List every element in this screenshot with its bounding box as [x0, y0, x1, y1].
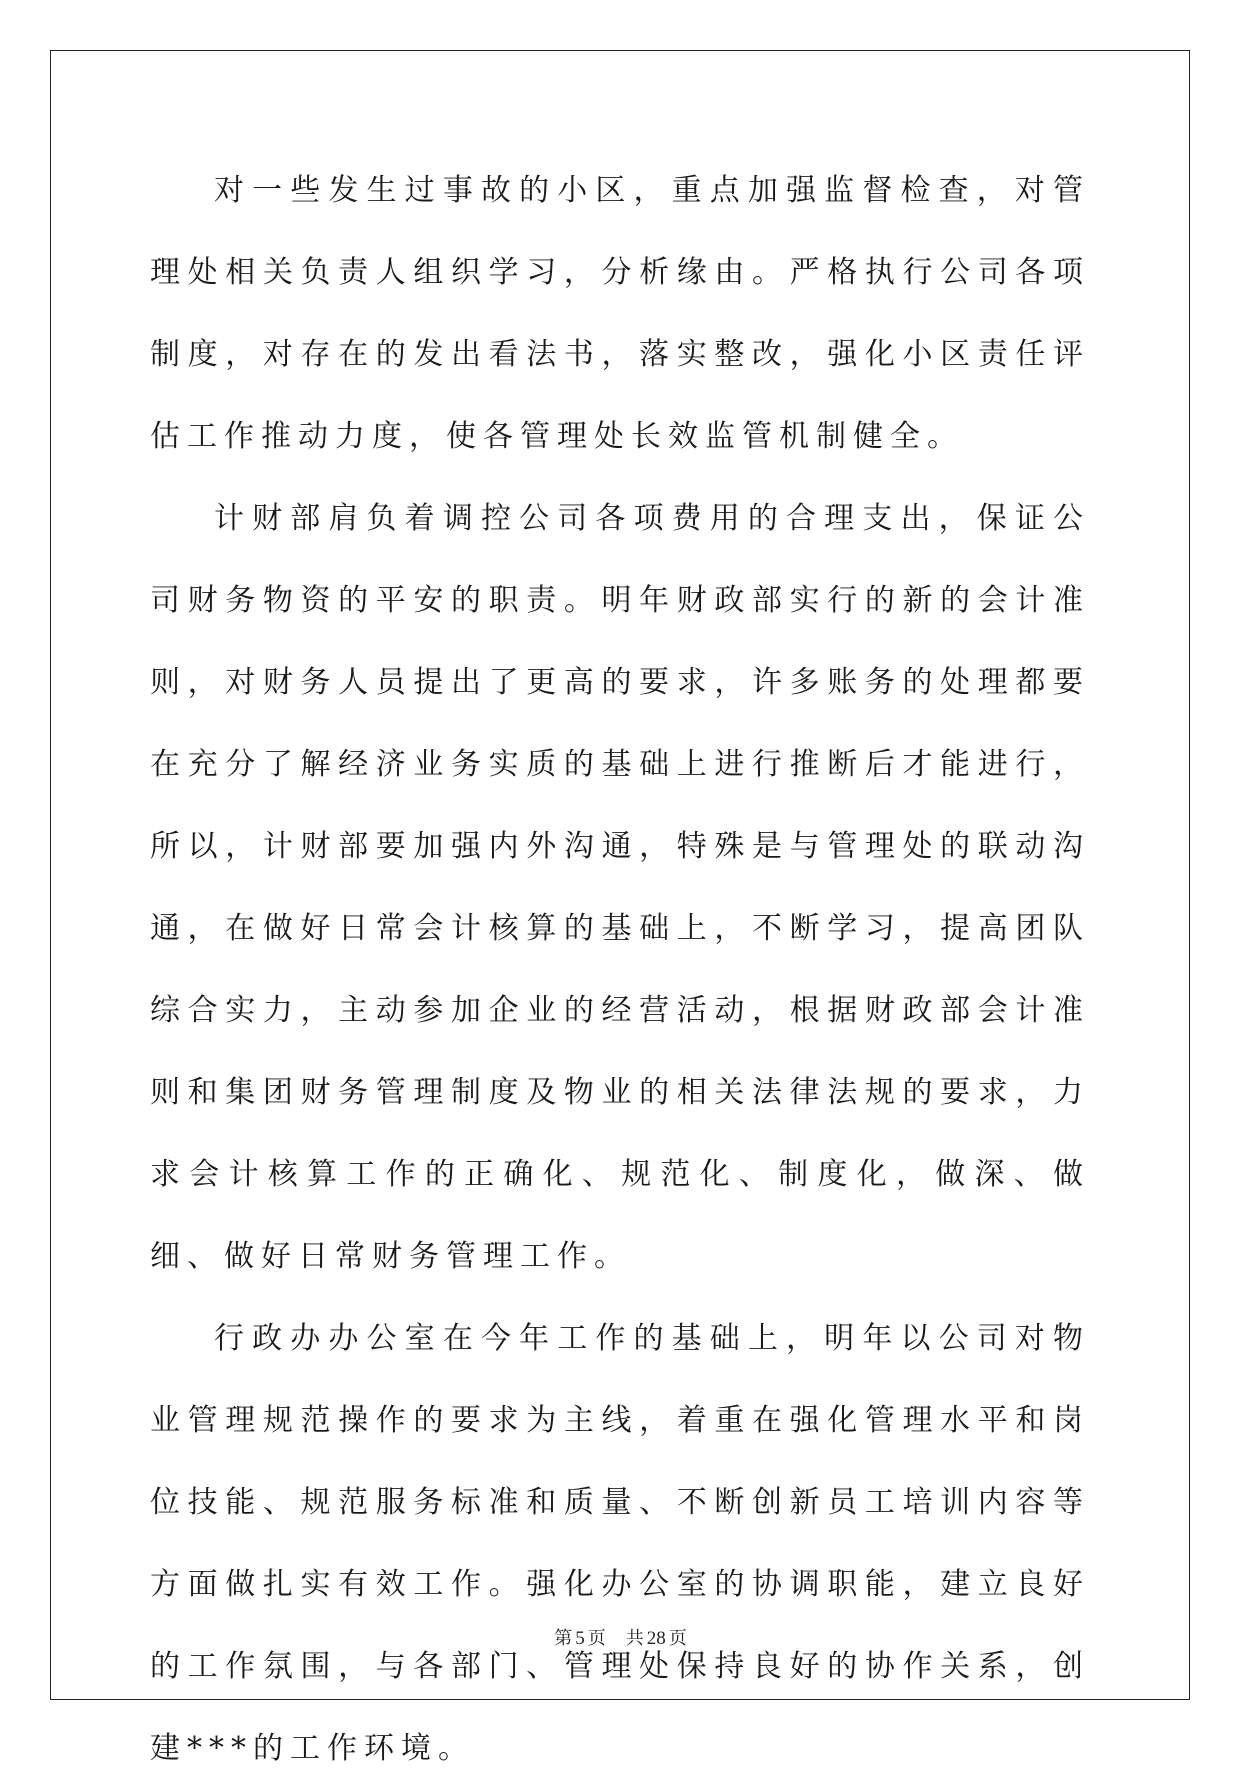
total-prefix: 共 — [625, 1628, 644, 1649]
page-prefix: 第 — [554, 1628, 573, 1649]
page-number: 5 — [575, 1628, 585, 1649]
page-footer — [0, 1624, 1241, 1650]
total-suffix: 页 — [668, 1628, 687, 1649]
paragraph-2: 计财部肩负着调控公司各项费用的合理支出，保证公司财务物资的平安的职责。明年财政部实行的新的会计准则，对财务人员提出了更高的要求，许多账务的处理都要在充分了解经济业务实质的基础上进行推断后才能进行，所以，计财部要加强内外沟通，特殊是与管理处的联动沟通，在做好日常会计核算的基础上，不断学习，提高团队综合实力，主动参加企业的经营活动，根据财政部会计准则和集团财务管理制度及物业的相关法律法规的要求，力求会计核算工作的正确化、规范化、制度化，做深、做细、做好日常财务管理工作。 — [150, 501, 1090, 1274]
document-body — [150, 150, 1090, 1790]
total-pages: 28 — [646, 1628, 666, 1649]
page-suffix: 页 — [587, 1628, 606, 1649]
paragraph-3: 行政办办公室在今年工作的基础上，明年以公司对物业管理规范操作的要求为主线，着重在强化管理水平和岗位技能、规范服务标准和质量、不断创新员工培训内容等方面做扎实有效工作。强化办公室的协调职能，建立良好的工作氛围，与各部门、管理处保持良好的协作关系，创建***的工作环境。 — [150, 1321, 1090, 1766]
paragraph-1: 对一些发生过事故的小区，重点加强监督检查，对管理处相关负责人组织学习，分析缘由。严格执行公司各项制度，对存在的发出看法书，落实整改，强化小区责任评估工作推动力度，使各管理处长效监管机制健全。 — [150, 173, 1090, 454]
